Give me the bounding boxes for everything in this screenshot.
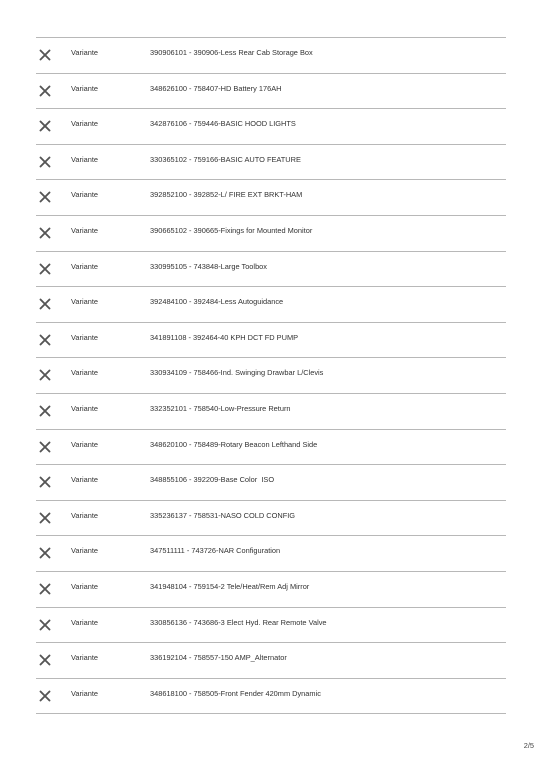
row-description: 330934109 - 758466-Ind. Swinging Drawbar L/Clevis <box>150 368 324 378</box>
row-type: Variante <box>71 653 98 663</box>
row-description: 330995105 - 743848-Large Toolbox <box>150 261 267 271</box>
row-type: Variante <box>71 119 98 129</box>
row-type: Variante <box>71 368 98 378</box>
row-type: Variante <box>71 581 98 591</box>
close-x-icon[interactable] <box>39 441 51 453</box>
row-description: 348626100 - 758407-HD Battery 176AH <box>150 83 282 93</box>
row-type: Variante <box>71 297 98 307</box>
table-row <box>36 323 506 359</box>
row-description: 341891108 - 392464-40 KPH DCT FD PUMP <box>150 332 299 342</box>
close-x-icon[interactable] <box>39 156 51 168</box>
row-type: Variante <box>71 332 98 342</box>
table-row <box>36 643 506 679</box>
row-type: Variante <box>71 48 98 57</box>
row-description: 392852100 - 392852-L/ FIRE EXT BRKT-HAM <box>150 190 303 200</box>
close-x-icon[interactable] <box>39 334 51 346</box>
table-row <box>36 109 506 145</box>
row-description: 392484100 - 392484-Less Autoguidance <box>150 297 284 307</box>
row-description: 348855106 - 392209-Base Color ISO <box>150 475 275 485</box>
row-description: 348620100 - 758489-Rotary Beacon Lefthand Side <box>150 439 318 449</box>
row-type: Variante <box>71 475 98 485</box>
table-row <box>36 38 506 74</box>
row-description: 341948104 - 759154-2 Tele/Heat/Rem Adj Mirror <box>150 581 310 591</box>
close-x-icon[interactable] <box>39 369 51 381</box>
row-description: 347511111 - 743726-NAR Configuration <box>150 546 281 556</box>
row-type: Variante <box>71 154 98 164</box>
close-x-icon[interactable] <box>39 654 51 666</box>
page-number: 2/5 <box>523 741 534 750</box>
table-row <box>36 358 506 394</box>
row-type: Variante <box>71 225 98 235</box>
table-row <box>36 287 506 323</box>
table-row <box>36 180 506 216</box>
table-row <box>36 572 506 608</box>
row-description: 348618100 - 758505-Front Fender 420mm Dynamic <box>150 688 321 698</box>
table-row <box>36 394 506 430</box>
close-x-icon[interactable] <box>39 85 51 97</box>
row-type: Variante <box>71 439 98 449</box>
close-x-icon[interactable] <box>39 298 51 310</box>
table-row <box>36 430 506 466</box>
row-description: 330365102 - 759166-BASIC AUTO FEATURE <box>150 154 301 164</box>
row-description: 336192104 - 758557-150 AMP_Alternator <box>150 653 287 663</box>
close-x-icon[interactable] <box>39 583 51 595</box>
row-type: Variante <box>71 190 98 200</box>
row-type: Variante <box>71 83 98 93</box>
table-row <box>36 679 506 715</box>
table-row <box>36 536 506 572</box>
close-x-icon[interactable] <box>39 547 51 559</box>
close-x-icon[interactable] <box>39 191 51 203</box>
table-row <box>36 216 506 252</box>
variant-table <box>36 37 506 714</box>
row-description: 335236137 - 758531-NASO COLD CONFIG <box>150 510 296 520</box>
row-description: 390906101 - 390906-Less Rear Cab Storage Box <box>150 48 313 57</box>
row-type: Variante <box>71 617 98 627</box>
close-x-icon[interactable] <box>39 405 51 417</box>
close-x-icon[interactable] <box>39 690 51 702</box>
close-x-icon[interactable] <box>39 263 51 275</box>
table-row <box>36 252 506 288</box>
close-x-icon[interactable] <box>39 49 51 61</box>
close-x-icon[interactable] <box>39 120 51 132</box>
table-row <box>36 74 506 110</box>
close-x-icon[interactable] <box>39 619 51 631</box>
row-description: 342876106 - 759446-BASIC HOOD LIGHTS <box>150 119 296 129</box>
table-row <box>36 608 506 644</box>
close-x-icon[interactable] <box>39 476 51 488</box>
row-type: Variante <box>71 261 98 271</box>
row-type: Variante <box>71 403 98 413</box>
row-type: Variante <box>71 688 98 698</box>
close-x-icon[interactable] <box>39 227 51 239</box>
table-row <box>36 465 506 501</box>
row-description: 390665102 - 390665-Fixings for Mounted Monitor <box>150 225 313 235</box>
close-x-icon[interactable] <box>39 512 51 524</box>
table-row <box>36 501 506 537</box>
table-row <box>36 145 506 181</box>
row-description: 330856136 - 743686-3 Elect Hyd. Rear Remote Valve <box>150 617 327 627</box>
row-type: Variante <box>71 510 98 520</box>
row-type: Variante <box>71 546 98 556</box>
row-description: 332352101 - 758540-Low-Pressure Return <box>150 403 291 413</box>
